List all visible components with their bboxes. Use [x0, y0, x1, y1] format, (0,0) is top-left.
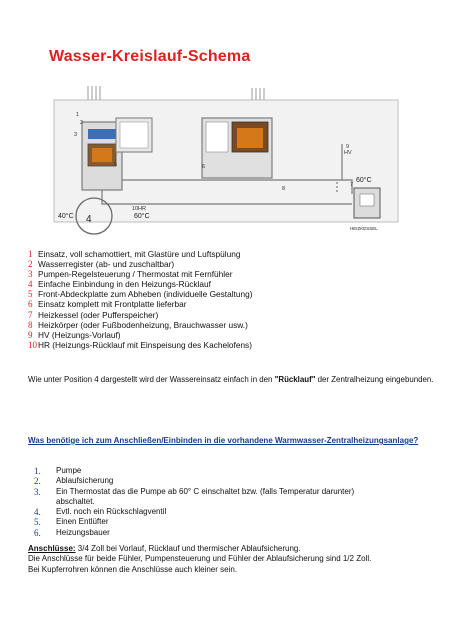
step-text: Ablaufsicherung [56, 476, 114, 486]
step-text: Einen Entlüfter [56, 517, 109, 527]
legend-num: 2 [28, 259, 33, 270]
legend-item [28, 249, 252, 259]
legend-item [28, 299, 252, 309]
question-link[interactable]: Was benötige ich zum Anschließen/Einbinden in die vorhandene Warmwasser-Zentralheizungsanlage? [28, 436, 419, 445]
intro-paragraph [28, 375, 450, 385]
legend-item [28, 259, 252, 269]
list-item [28, 517, 386, 527]
legend-item [28, 279, 252, 289]
connections-label: Anschlüsse: [28, 544, 76, 553]
legend-text: Einsatz komplett mit Frontplatte lieferbar [38, 299, 187, 310]
legend-num: 10 [28, 339, 37, 350]
legend-item [28, 320, 252, 330]
chimney-vents [88, 86, 264, 100]
legend-text: Heizkessel (oder Pufferspeicher) [38, 309, 159, 320]
step-num: 4. [34, 507, 41, 518]
step-num: 2. [34, 476, 41, 487]
legend-text: Einsatz, voll schamottiert, mit Glastüre und Luftspülung [38, 249, 241, 259]
legend-text: Wasserregister (ab- und zuschaltbar) [38, 259, 175, 270]
label-hr: HR [138, 206, 146, 212]
marker-1: 1 [76, 112, 80, 118]
marker-4: 4 [86, 214, 92, 225]
paragraph-bold-ruecklauf: "Rücklauf" [274, 375, 316, 384]
temp-60-left: 60°C [134, 213, 150, 220]
connections-line-2: Die Anschlüsse für beide Fühler, Pumpensteuerung und Fühler der Ablaufsicherung sind 1/2 Zoll. [28, 554, 372, 564]
connections-line-3: Bei Kupferrohren können die Anschlüsse auch kleiner sein. [28, 564, 238, 574]
legend-num: 5 [28, 289, 33, 300]
page-title: Wasser-Kreislauf-Schema [49, 48, 251, 65]
legend-num: 1 [28, 249, 33, 259]
fireplace-insert-middle [116, 118, 152, 152]
legend-text: HR (Heizungs-Rücklauf mit Einspeisung des Kachelofens) [38, 339, 252, 350]
temp-40: 40°C [58, 213, 74, 220]
legend-item [28, 330, 252, 340]
legend-num: 8 [28, 319, 33, 330]
legend-num: 3 [28, 269, 33, 280]
label-hv: HV [344, 150, 352, 156]
legend-item [28, 289, 252, 299]
marker-9: 9 [346, 144, 350, 150]
legend-text: Einfache Einbindung in den Heizungs-Rücklauf [38, 279, 211, 290]
list-item [28, 466, 386, 476]
step-text: Pumpe [56, 466, 82, 475]
legend-num: 7 [28, 309, 33, 320]
fireplace-insert-right [202, 118, 272, 178]
legend-num: 9 [28, 329, 33, 340]
list-item [28, 476, 386, 486]
step-num: 5. [34, 517, 41, 528]
legend-num: 4 [28, 279, 33, 290]
list-item [28, 507, 386, 517]
legend-text: Front-Abdeckplatte zum Abheben (individuelle Gestaltung) [38, 289, 253, 300]
legend-num: 6 [28, 299, 33, 310]
step-num: 1. [34, 466, 41, 476]
connections-paragraph [28, 544, 448, 575]
marker-8: 8 [282, 186, 286, 192]
boiler-label: HEIZKESSEL [350, 226, 378, 231]
list-item [28, 487, 386, 508]
requirements-list [28, 466, 386, 538]
legend-item [28, 340, 252, 350]
paragraph-after: der Zentralheizung eingebunden. [315, 375, 434, 384]
marker-6: 6 [202, 164, 206, 170]
connections-line-1: 3/4 Zoll bei Vorlauf, Rücklauf und thermischer Ablaufsicherung. [75, 544, 301, 553]
legend-text: Pumpen-Regelsteuerung / Thermostat mit Fernfühler [38, 269, 233, 280]
marker-10: 10 [132, 206, 139, 212]
step-text: Ein Thermostat das die Pumpe ab 60° C einschaltet bzw. (falls Temperatur darunter) abschaltet. [56, 486, 355, 506]
temp-60-right: 60°C [356, 177, 372, 184]
heating-boiler [354, 188, 380, 218]
legend-item [28, 310, 252, 320]
marker-3: 3 [74, 132, 78, 138]
water-circuit-diagram [52, 84, 408, 238]
legend-list [28, 249, 252, 350]
paragraph-before: Wie unter Position 4 dargestellt wird der Wassereinsatz einfach in den [28, 375, 275, 384]
marker-5: 5 [114, 162, 118, 168]
step-num: 6. [34, 527, 41, 538]
step-num: 3. [34, 486, 41, 497]
list-item [28, 528, 386, 538]
legend-text: HV (Heizungs-Vorlauf) [38, 329, 121, 340]
step-text: Heizungsbauer [56, 527, 110, 537]
marker-2: 2 [80, 120, 84, 126]
legend-item [28, 269, 252, 279]
legend-text: Heizkörper (oder Fußbodenheizung, Brauchwasser usw.) [38, 319, 248, 330]
step-text: Evtl. noch ein Rückschlagventil [56, 507, 167, 517]
marker-7: 7 [350, 182, 354, 188]
